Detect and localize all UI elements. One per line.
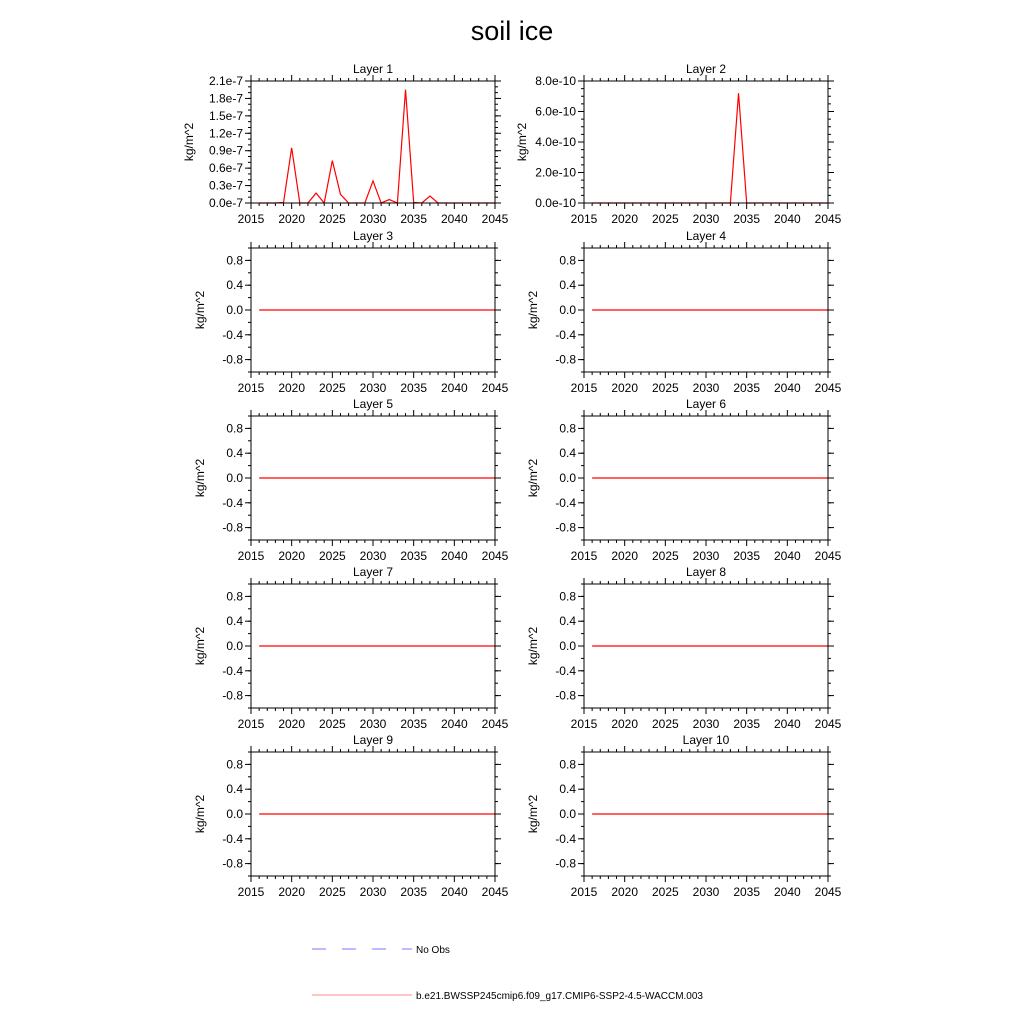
x-tick-label: 2015 bbox=[570, 549, 598, 563]
x-tick-label: 2015 bbox=[570, 885, 598, 899]
y-tick-label: -0.4 bbox=[222, 663, 243, 678]
x-tick-label: 2035 bbox=[733, 381, 761, 395]
y-tick-label: -0.4 bbox=[555, 831, 576, 846]
y-tick-label: 0.0 bbox=[226, 303, 243, 317]
x-tick-label: 2015 bbox=[570, 381, 598, 395]
x-tick-label: 2040 bbox=[440, 549, 468, 563]
y-tick-label: -0.8 bbox=[222, 352, 243, 367]
panel-4 bbox=[526, 229, 842, 395]
y-tick-label: -0.4 bbox=[555, 495, 576, 510]
x-tick-label: 2020 bbox=[611, 381, 639, 395]
x-tick-label: 2025 bbox=[318, 381, 346, 395]
panel-title: Layer 3 bbox=[352, 229, 394, 243]
x-tick-label: 2025 bbox=[318, 212, 346, 226]
y-axis-label: kg/m^2 bbox=[193, 458, 207, 498]
legend-obs-label: No Obs bbox=[416, 945, 450, 956]
y-tick-label: 8.0e-10 bbox=[535, 74, 576, 88]
panel-5 bbox=[193, 397, 509, 563]
x-tick-label: 2040 bbox=[773, 381, 801, 395]
x-tick-label: 2020 bbox=[278, 717, 306, 731]
x-tick-label: 2040 bbox=[773, 212, 801, 226]
y-tick-label: 0.3e-7 bbox=[208, 178, 243, 193]
panel-title: Layer 5 bbox=[352, 397, 394, 411]
x-tick-label: 2030 bbox=[359, 885, 387, 899]
y-tick-label: 0.8 bbox=[226, 253, 243, 268]
panel-title: Layer 4 bbox=[685, 229, 727, 243]
y-axis-label: kg/m^2 bbox=[515, 122, 529, 162]
y-tick-label: 0.0 bbox=[559, 471, 576, 485]
x-tick-label: 2040 bbox=[773, 885, 801, 899]
x-tick-label: 2045 bbox=[814, 885, 842, 899]
panel-title: Layer 7 bbox=[352, 565, 394, 579]
y-tick-label: 0.8 bbox=[559, 757, 576, 772]
y-axis-label: kg/m^2 bbox=[526, 794, 540, 834]
y-tick-label: 0.8 bbox=[226, 757, 243, 772]
panel-7 bbox=[193, 565, 509, 731]
y-tick-label: 0.4 bbox=[226, 278, 243, 293]
y-tick-label: 0.8 bbox=[226, 421, 243, 436]
y-tick-label: 0.6e-7 bbox=[208, 161, 243, 176]
x-tick-label: 2045 bbox=[814, 717, 842, 731]
x-tick-label: 2030 bbox=[359, 549, 387, 563]
x-tick-label: 2045 bbox=[814, 212, 842, 226]
panel-1 bbox=[182, 62, 509, 226]
y-tick-label: 1.8e-7 bbox=[208, 91, 243, 106]
y-tick-label: 0.0 bbox=[559, 639, 576, 653]
y-tick-label: 1.2e-7 bbox=[208, 126, 243, 141]
x-tick-label: 2015 bbox=[237, 717, 265, 731]
y-tick-label: 0.4 bbox=[226, 446, 243, 461]
x-tick-label: 2015 bbox=[237, 885, 265, 899]
x-tick-label: 2030 bbox=[692, 885, 720, 899]
x-tick-label: 2045 bbox=[814, 549, 842, 563]
x-tick-label: 2015 bbox=[237, 549, 265, 563]
x-tick-label: 2025 bbox=[651, 885, 679, 899]
y-axis-label: kg/m^2 bbox=[193, 290, 207, 330]
panel-10 bbox=[526, 733, 842, 899]
x-tick-label: 2030 bbox=[359, 212, 387, 226]
x-tick-label: 2045 bbox=[814, 381, 842, 395]
x-tick-label: 2020 bbox=[611, 212, 639, 226]
x-tick-label: 2045 bbox=[481, 885, 509, 899]
x-tick-label: 2040 bbox=[440, 381, 468, 395]
y-tick-label: 0.4 bbox=[559, 614, 576, 629]
x-tick-label: 2030 bbox=[692, 549, 720, 563]
y-tick-label: -0.4 bbox=[222, 831, 243, 846]
y-tick-label: 0.4 bbox=[226, 614, 243, 629]
y-tick-label: -0.4 bbox=[555, 327, 576, 342]
y-tick-label: 0.8 bbox=[559, 421, 576, 436]
x-tick-label: 2020 bbox=[278, 885, 306, 899]
y-axis-label: kg/m^2 bbox=[526, 290, 540, 330]
y-tick-label: 0.8 bbox=[559, 589, 576, 604]
y-tick-label: 6.0e-10 bbox=[535, 104, 576, 119]
y-axis-label: kg/m^2 bbox=[182, 122, 196, 162]
y-tick-label: 2.0e-10 bbox=[535, 165, 576, 180]
x-tick-label: 2025 bbox=[651, 381, 679, 395]
x-tick-label: 2040 bbox=[773, 717, 801, 731]
x-tick-label: 2030 bbox=[359, 381, 387, 395]
y-tick-label: -0.8 bbox=[555, 688, 576, 703]
x-tick-label: 2030 bbox=[359, 717, 387, 731]
x-tick-label: 2025 bbox=[318, 885, 346, 899]
x-tick-label: 2020 bbox=[611, 717, 639, 731]
x-tick-label: 2035 bbox=[400, 717, 428, 731]
legend bbox=[312, 945, 703, 1002]
y-axis-label: kg/m^2 bbox=[526, 458, 540, 498]
panel-6 bbox=[526, 397, 842, 563]
y-tick-label: -0.8 bbox=[555, 856, 576, 871]
plot-frame bbox=[584, 81, 828, 203]
y-tick-label: -0.8 bbox=[555, 352, 576, 367]
y-tick-label: 0.0e-10 bbox=[535, 196, 576, 210]
y-tick-label: 0.0 bbox=[226, 471, 243, 485]
y-tick-label: 0.4 bbox=[226, 782, 243, 797]
legend-model-label: b.e21.BWSSP245cmip6.f09_g17.CMIP6-SSP2-4.5-WACCM.003 bbox=[416, 991, 703, 1002]
panel-title: Layer 9 bbox=[352, 733, 394, 747]
y-tick-label: 0.8 bbox=[559, 253, 576, 268]
x-tick-label: 2040 bbox=[440, 885, 468, 899]
y-tick-label: 0.0 bbox=[559, 303, 576, 317]
x-tick-label: 2020 bbox=[611, 549, 639, 563]
x-tick-label: 2040 bbox=[440, 212, 468, 226]
x-tick-label: 2045 bbox=[481, 717, 509, 731]
panel-9 bbox=[193, 733, 509, 899]
y-tick-label: -0.4 bbox=[555, 663, 576, 678]
x-tick-label: 2020 bbox=[278, 212, 306, 226]
panel-title: Layer 8 bbox=[685, 565, 727, 579]
x-tick-label: 2035 bbox=[733, 549, 761, 563]
x-tick-label: 2020 bbox=[278, 549, 306, 563]
series-line bbox=[592, 93, 828, 203]
x-tick-label: 2025 bbox=[651, 212, 679, 226]
plot-frame bbox=[251, 81, 495, 203]
y-axis-label: kg/m^2 bbox=[526, 626, 540, 666]
y-tick-label: 0.0 bbox=[559, 807, 576, 821]
y-tick-label: 0.4 bbox=[559, 782, 576, 797]
x-tick-label: 2030 bbox=[692, 212, 720, 226]
x-tick-label: 2040 bbox=[440, 717, 468, 731]
panel-title: Layer 1 bbox=[352, 62, 394, 76]
x-tick-label: 2035 bbox=[733, 717, 761, 731]
y-tick-label: -0.8 bbox=[222, 520, 243, 535]
y-tick-label: 0.9e-7 bbox=[208, 143, 243, 158]
x-tick-label: 2025 bbox=[651, 549, 679, 563]
x-tick-label: 2025 bbox=[651, 717, 679, 731]
panel-8 bbox=[526, 565, 842, 731]
x-tick-label: 2015 bbox=[570, 212, 598, 226]
y-tick-label: 0.0e-7 bbox=[208, 196, 243, 210]
x-tick-label: 2035 bbox=[733, 885, 761, 899]
y-tick-label: 0.8 bbox=[226, 589, 243, 604]
x-tick-label: 2015 bbox=[237, 212, 265, 226]
x-tick-label: 2040 bbox=[773, 549, 801, 563]
x-tick-label: 2035 bbox=[733, 212, 761, 226]
x-tick-label: 2025 bbox=[318, 717, 346, 731]
panel-title: Layer 6 bbox=[685, 397, 727, 411]
x-tick-label: 2045 bbox=[481, 549, 509, 563]
x-tick-label: 2045 bbox=[481, 212, 509, 226]
chart-title: soil ice bbox=[470, 16, 554, 46]
panel-3 bbox=[193, 229, 509, 395]
y-tick-label: 0.4 bbox=[559, 278, 576, 293]
x-tick-label: 2025 bbox=[318, 549, 346, 563]
y-tick-label: -0.4 bbox=[222, 495, 243, 510]
x-tick-label: 2015 bbox=[570, 717, 598, 731]
x-tick-label: 2020 bbox=[611, 885, 639, 899]
y-axis-label: kg/m^2 bbox=[193, 626, 207, 666]
y-tick-label: 1.5e-7 bbox=[208, 108, 243, 123]
y-tick-label: -0.4 bbox=[222, 327, 243, 342]
y-tick-label: -0.8 bbox=[222, 688, 243, 703]
y-axis-label: kg/m^2 bbox=[193, 794, 207, 834]
y-tick-label: 0.0 bbox=[226, 639, 243, 653]
x-tick-label: 2035 bbox=[400, 549, 428, 563]
y-tick-label: 2.1e-7 bbox=[208, 74, 243, 88]
y-tick-label: -0.8 bbox=[555, 520, 576, 535]
x-tick-label: 2030 bbox=[692, 717, 720, 731]
y-tick-label: 0.0 bbox=[226, 807, 243, 821]
panel-title: Layer 10 bbox=[682, 733, 730, 747]
panel-2 bbox=[515, 62, 842, 226]
x-tick-label: 2035 bbox=[400, 885, 428, 899]
y-tick-label: 0.4 bbox=[559, 446, 576, 461]
y-tick-label: 4.0e-10 bbox=[535, 135, 576, 149]
panel-title: Layer 2 bbox=[685, 62, 727, 76]
x-tick-label: 2035 bbox=[400, 381, 428, 395]
x-tick-label: 2015 bbox=[237, 381, 265, 395]
x-tick-label: 2030 bbox=[692, 381, 720, 395]
series-line bbox=[259, 90, 495, 203]
x-tick-label: 2020 bbox=[278, 381, 306, 395]
x-tick-label: 2035 bbox=[400, 212, 428, 226]
y-tick-label: -0.8 bbox=[222, 856, 243, 871]
x-tick-label: 2045 bbox=[481, 381, 509, 395]
